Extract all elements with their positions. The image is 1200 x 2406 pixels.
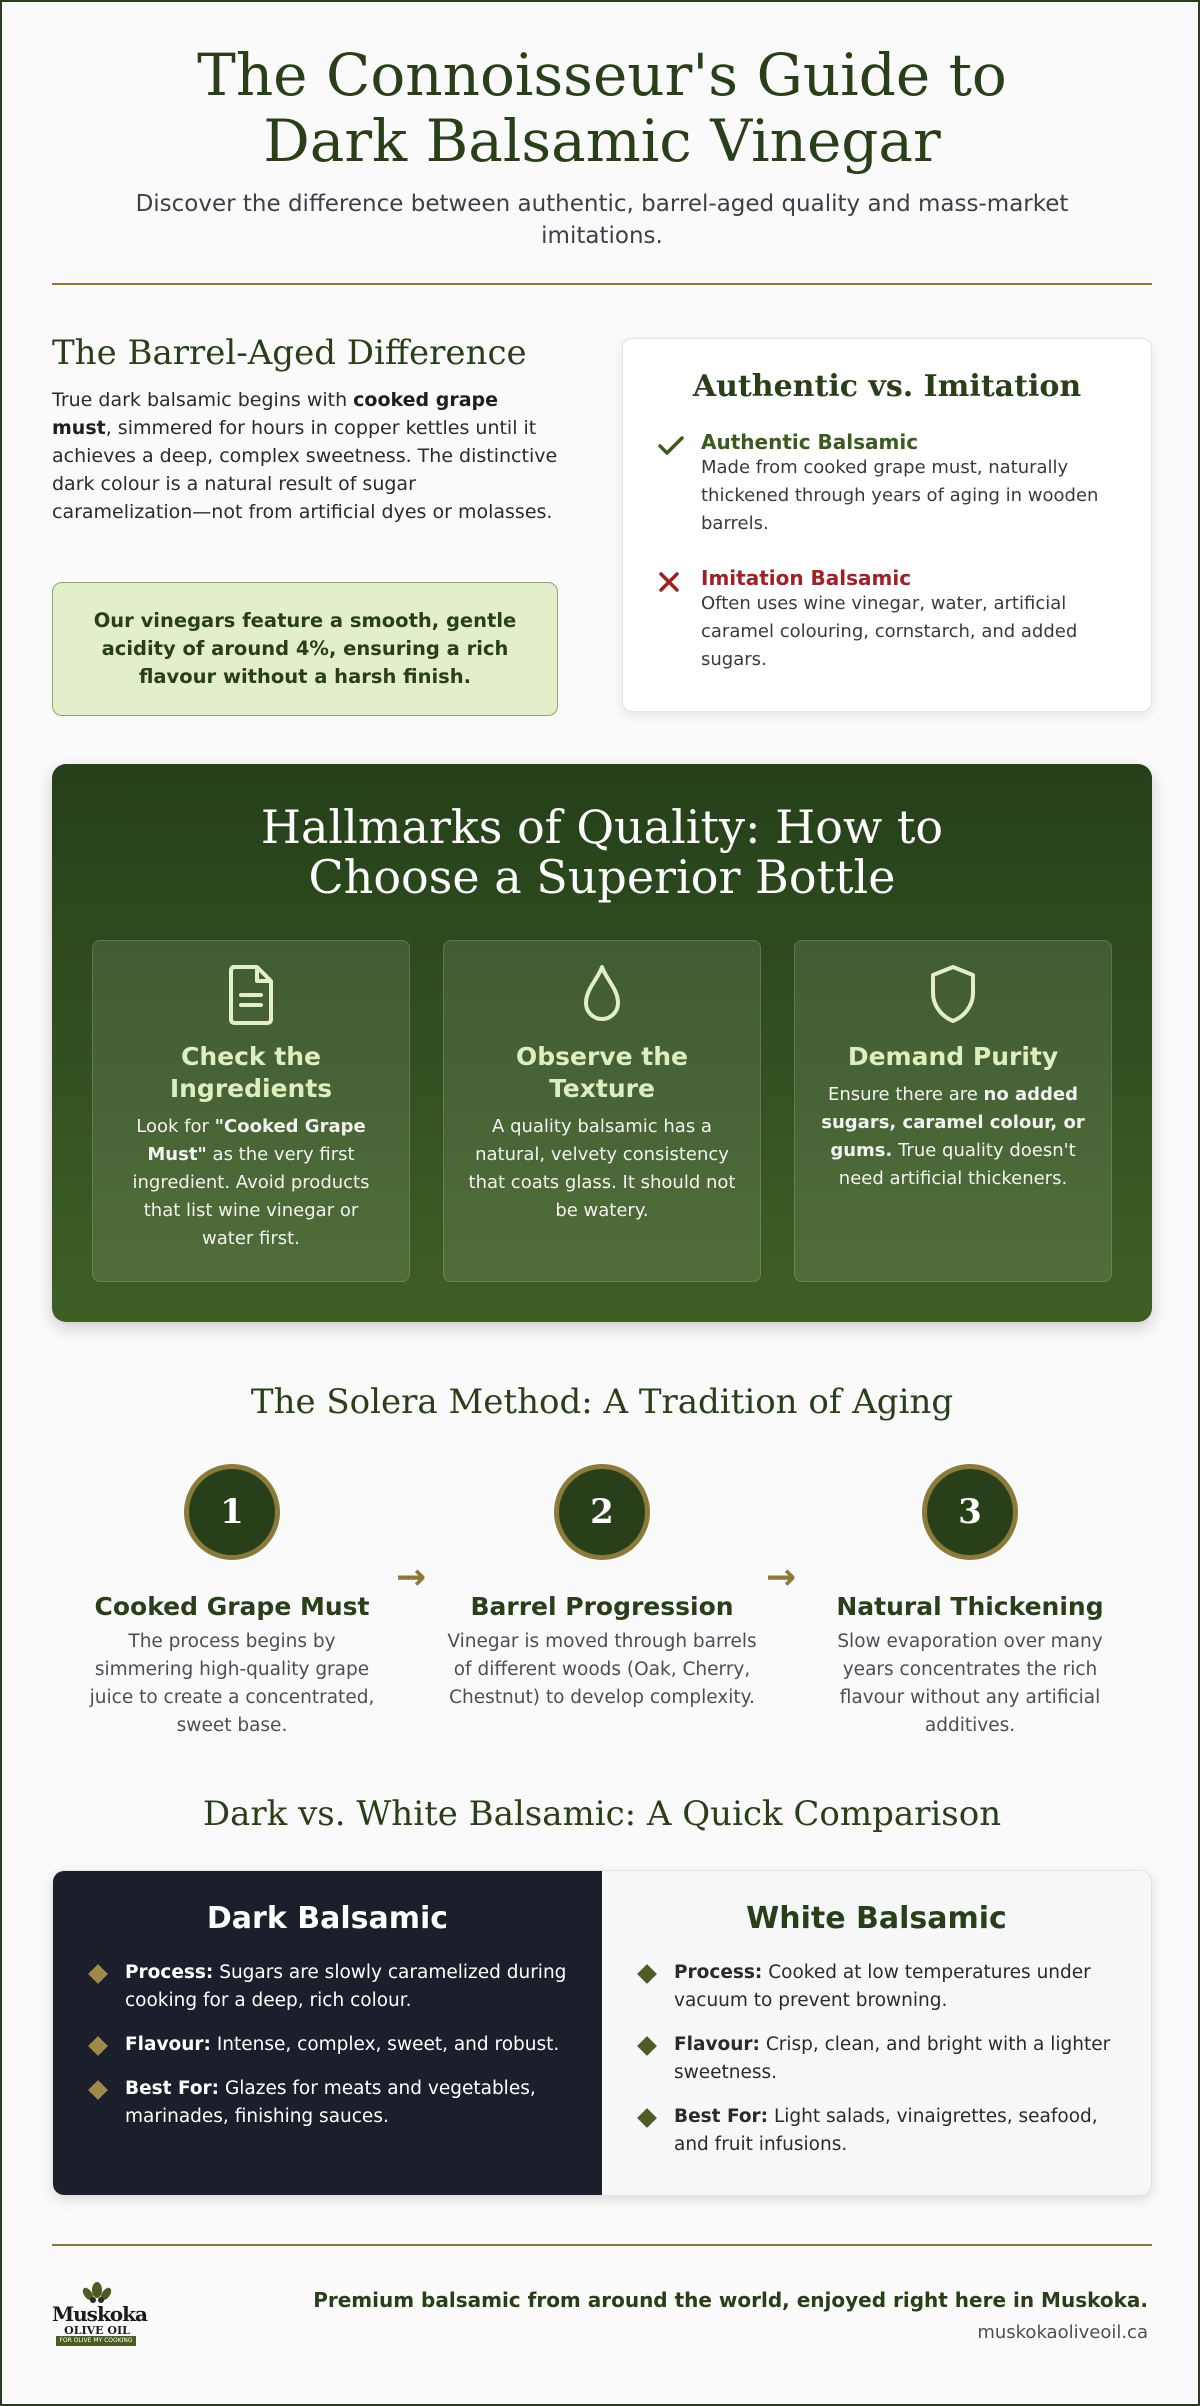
- imitation-heading: Imitation Balsamic: [701, 566, 912, 590]
- hallmark-heading: Check the Ingredients: [169, 1042, 333, 1103]
- hallmark-text-pre: Look for: [136, 1116, 215, 1137]
- hallmark-text: [819, 1081, 1087, 1193]
- step-text: Slow evaporation over many years concentrates the rich flavour without any artificial additives.: [837, 1631, 1103, 1736]
- item-label: Process:: [674, 1962, 763, 1983]
- solera-step-3: [815, 1464, 1125, 1740]
- white-balsamic-column: [602, 1871, 1151, 2195]
- authentic-row: [657, 430, 1117, 538]
- step-number: 1: [184, 1464, 280, 1560]
- item-label: Flavour:: [125, 2034, 211, 2055]
- hallmark-text-bold: no added sugars, caramel colour, or gums.: [821, 1084, 1085, 1161]
- item-label: Best For:: [674, 2106, 769, 2127]
- item-label: Best For:: [125, 2078, 220, 2099]
- comparison-title: Dark vs. White Balsamic: A Quick Comparison: [202, 1794, 1002, 1834]
- check-icon: [657, 430, 701, 538]
- diamond-bullet-icon: [88, 1964, 108, 1984]
- list-item: [85, 1959, 570, 2015]
- hallmark-heading: Demand Purity: [847, 1042, 1059, 1071]
- diamond-bullet-icon: [637, 1964, 657, 1984]
- barrel-text-pre: True dark balsamic begins with: [52, 389, 354, 411]
- diamond-bullet-icon: [637, 2036, 657, 2056]
- arrow-right-icon: →: [396, 1557, 427, 1598]
- hallmark-text-post: as the very first ingredient. Avoid products that list wine vinegar or water first.: [132, 1144, 370, 1249]
- solera-title: The Solera Method: A Tradition of Aging: [250, 1382, 954, 1422]
- diamond-bullet-icon: [88, 2080, 108, 2100]
- hallmark-card-purity: [794, 940, 1112, 1282]
- arrow-right-icon: →: [766, 1557, 797, 1598]
- item-text: Light salads, vinaigrettes, seafood, and fruit infusions.: [674, 2106, 1098, 2155]
- imitation-row: [657, 566, 1117, 674]
- item-text: Crisp, clean, and bright with a lighter sweetness.: [674, 2034, 1111, 2083]
- logo-brand: Muskoka: [52, 2302, 147, 2326]
- hallmark-card-texture: [443, 940, 761, 1282]
- page-title: The Connoisseur's Guide to Dark Balsamic Vinegar: [197, 41, 1007, 175]
- item-text: Sugars are slowly caramelized during cooking for a deep, rich colour.: [125, 1962, 567, 2011]
- hallmark-text: [117, 1113, 385, 1253]
- logo-tag: FOR OLIVE MY COOKING: [59, 2337, 133, 2344]
- av-title: Authentic vs. Imitation: [692, 369, 1082, 404]
- hallmark-text: A quality balsamic has a natural, velvety consistency that coats glass. It should not be watery.: [468, 1116, 736, 1221]
- shield-icon: [819, 961, 1087, 1027]
- hallmark-text-bold: "Cooked Grape Must": [147, 1116, 366, 1165]
- list-item: [85, 2031, 570, 2059]
- list-item: [634, 2031, 1119, 2087]
- item-label: Flavour:: [674, 2034, 760, 2055]
- hallmark-text-pre: Ensure there are: [827, 1084, 984, 1105]
- list-item: [85, 2075, 570, 2131]
- diamond-bullet-icon: [637, 2108, 657, 2128]
- divider: [52, 283, 1152, 285]
- item-text: Cooked at low temperatures under vacuum to prevent browning.: [674, 1962, 1091, 2011]
- document-icon: [117, 961, 385, 1027]
- barrel-text-bold: cooked grape must: [52, 389, 499, 439]
- item-text: Glazes for meats and vegetables, marinades, finishing sauces.: [125, 2078, 536, 2127]
- list-item: [634, 1959, 1119, 2015]
- barrel-section: [52, 332, 558, 526]
- step-heading: Natural Thickening: [836, 1592, 1104, 1621]
- white-heading: White Balsamic: [746, 1901, 1007, 1936]
- dark-heading: Dark Balsamic: [206, 1901, 449, 1936]
- white-list: [634, 1959, 1119, 2159]
- acidity-callout: Our vinegars feature a smooth, gentle acidity of around 4%, ensuring a rich flavour without a harsh finish.: [52, 582, 558, 716]
- barrel-text: [52, 386, 558, 526]
- dark-list: [85, 1959, 570, 2131]
- item-text: Intense, complex, sweet, and robust.: [210, 2034, 560, 2055]
- list-item: [634, 2103, 1119, 2159]
- hallmark-card-ingredients: [92, 940, 410, 1282]
- authentic-heading: Authentic Balsamic: [701, 430, 919, 454]
- solera-step-1: [77, 1464, 387, 1740]
- hallmarks-section: [52, 764, 1152, 1322]
- step-heading: Barrel Progression: [470, 1592, 734, 1621]
- hallmarks-title: Hallmarks of Quality: How to Choose a Superior Bottle: [260, 800, 944, 904]
- logo-sub: OLIVE OIL: [64, 2324, 130, 2337]
- step-text: Vinegar is moved through barrels of different woods (Oak, Cherry, Chestnut) to develop complexity.: [447, 1631, 757, 1708]
- item-label: Process:: [125, 1962, 214, 1983]
- step-text: The process begins by simmering high-quality grape juice to create a concentrated, sweet base.: [89, 1631, 375, 1736]
- comparison-table: [52, 1870, 1152, 2196]
- footer-url[interactable]: muskokaoliveoil.ca: [977, 2322, 1148, 2343]
- hallmark-text-post: True quality doesn't need artificial thickeners.: [838, 1140, 1076, 1189]
- page-subtitle: Discover the difference between authentic, barrel-aged quality and mass-market imitations.: [135, 191, 1069, 249]
- diamond-bullet-icon: [88, 2036, 108, 2056]
- step-number: 3: [922, 1464, 1018, 1560]
- solera-step-2: [447, 1464, 757, 1712]
- dark-balsamic-column: [53, 1871, 602, 2195]
- barrel-text-post: , simmered for hours in copper kettles until it achieves a deep, complex sweetness. The distinctive dark colour is a natural result of sugar caramelization—not from artificial dyes or molasses.: [52, 417, 558, 523]
- authentic-vs-imitation-card: [622, 338, 1152, 712]
- authentic-text: Made from cooked grape must, naturally thickened through years of aging in wooden barrels.: [701, 457, 1099, 534]
- step-heading: Cooked Grape Must: [94, 1592, 370, 1621]
- droplet-icon: [468, 961, 736, 1027]
- header: [52, 42, 1152, 252]
- step-number: 2: [554, 1464, 650, 1560]
- muskoka-logo: [52, 2280, 147, 2350]
- x-icon: [657, 566, 701, 674]
- footer-tagline: Premium balsamic from around the world, enjoyed right here in Muskoka.: [313, 2288, 1148, 2312]
- hallmark-heading: Observe the Texture: [516, 1042, 688, 1103]
- imitation-text: Often uses wine vinegar, water, artificial caramel colouring, cornstarch, and added sugars.: [701, 593, 1078, 670]
- barrel-heading: The Barrel-Aged Difference: [52, 333, 527, 373]
- divider: [52, 2244, 1152, 2246]
